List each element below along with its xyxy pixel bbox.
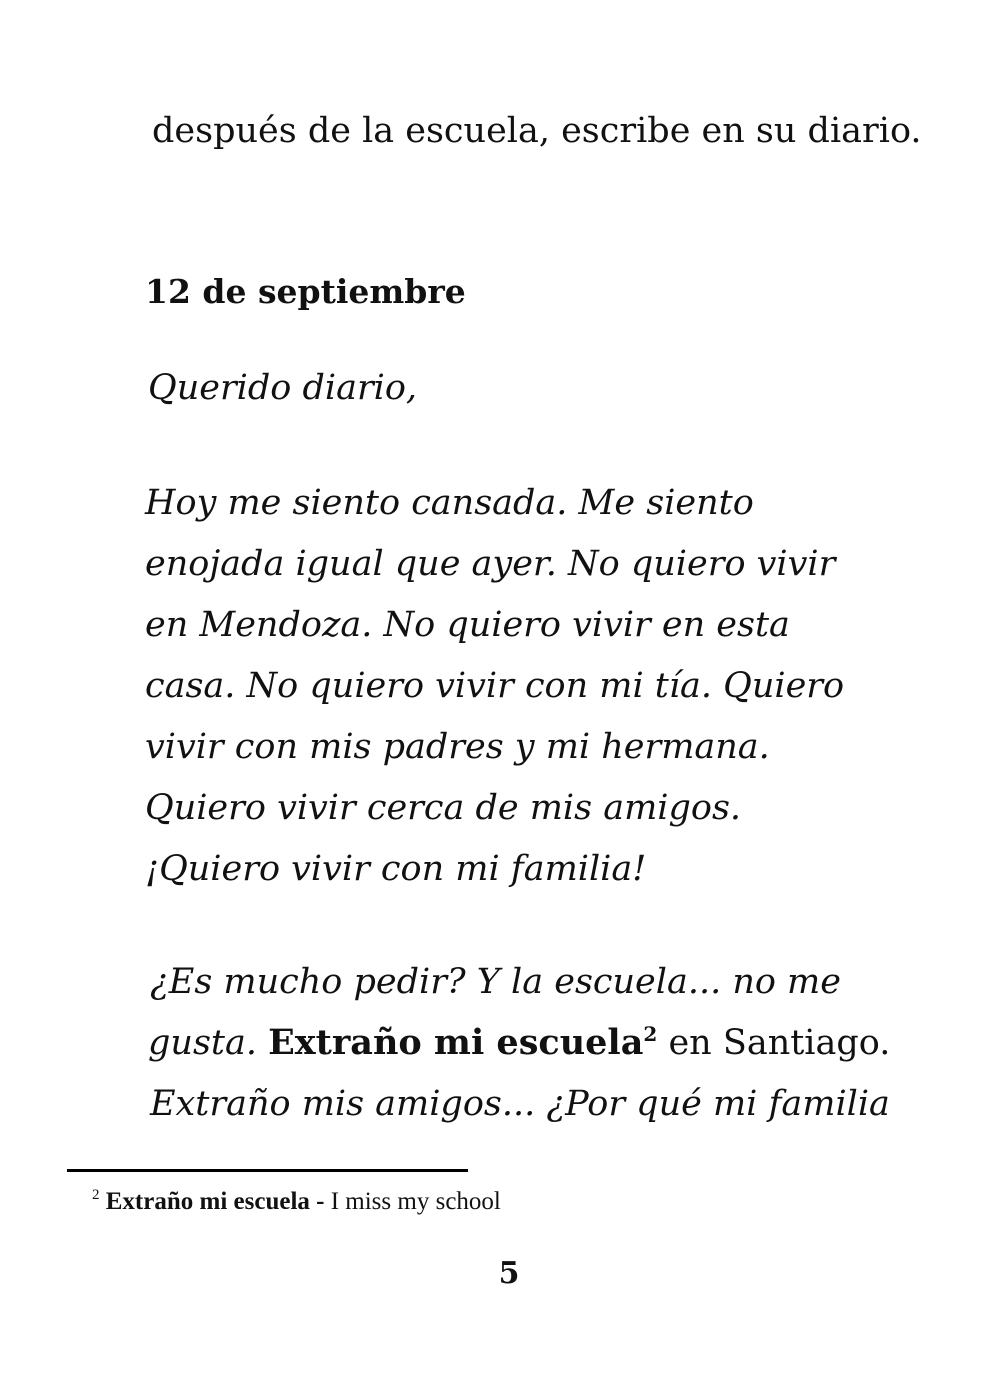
upright-text: en Santiago. bbox=[668, 1023, 891, 1063]
diary-greeting: Querido diario, bbox=[148, 368, 418, 408]
entry-date-heading: 12 de septiembre bbox=[145, 272, 466, 311]
paragraph-line: enojada igual que ayer. No quiero vivir bbox=[145, 544, 836, 584]
paragraph-line-mixed bbox=[148, 1021, 890, 1065]
paragraph-line: casa. No quiero vivir con mi tía. Quiero bbox=[145, 666, 845, 706]
footnote-reference: 2 bbox=[643, 1022, 658, 1046]
page-number: 5 bbox=[498, 1256, 520, 1291]
paragraph-line: Extraño mis amigos... ¿Por qué mi familia bbox=[150, 1084, 890, 1124]
paragraph-line: en Mendoza. No quiero vivir en esta bbox=[145, 605, 790, 645]
footnote-term: Extraño mi escuela - bbox=[105, 1188, 325, 1215]
footnote-translation: I miss my school bbox=[330, 1188, 501, 1215]
paragraph-line: Hoy me siento cansada. Me siento bbox=[145, 483, 754, 523]
vocabulary-term: Extraño mi escuela bbox=[268, 1022, 644, 1063]
intro-line: después de la escuela, escribe en su diario. bbox=[152, 111, 922, 151]
footnote-divider bbox=[67, 1169, 468, 1172]
footnote-marker: 2 bbox=[92, 1187, 100, 1203]
paragraph-line: vivir con mis padres y mi hermana. bbox=[145, 727, 770, 767]
paragraph-line: ¿Es mucho pedir? Y la escuela... no me bbox=[150, 962, 841, 1002]
paragraph-line: Quiero vivir cerca de mis amigos. bbox=[145, 788, 742, 828]
italic-text: gusta. bbox=[148, 1023, 257, 1063]
footnote bbox=[92, 1186, 501, 1218]
paragraph-line: ¡Quiero vivir con mi familia! bbox=[145, 849, 647, 889]
